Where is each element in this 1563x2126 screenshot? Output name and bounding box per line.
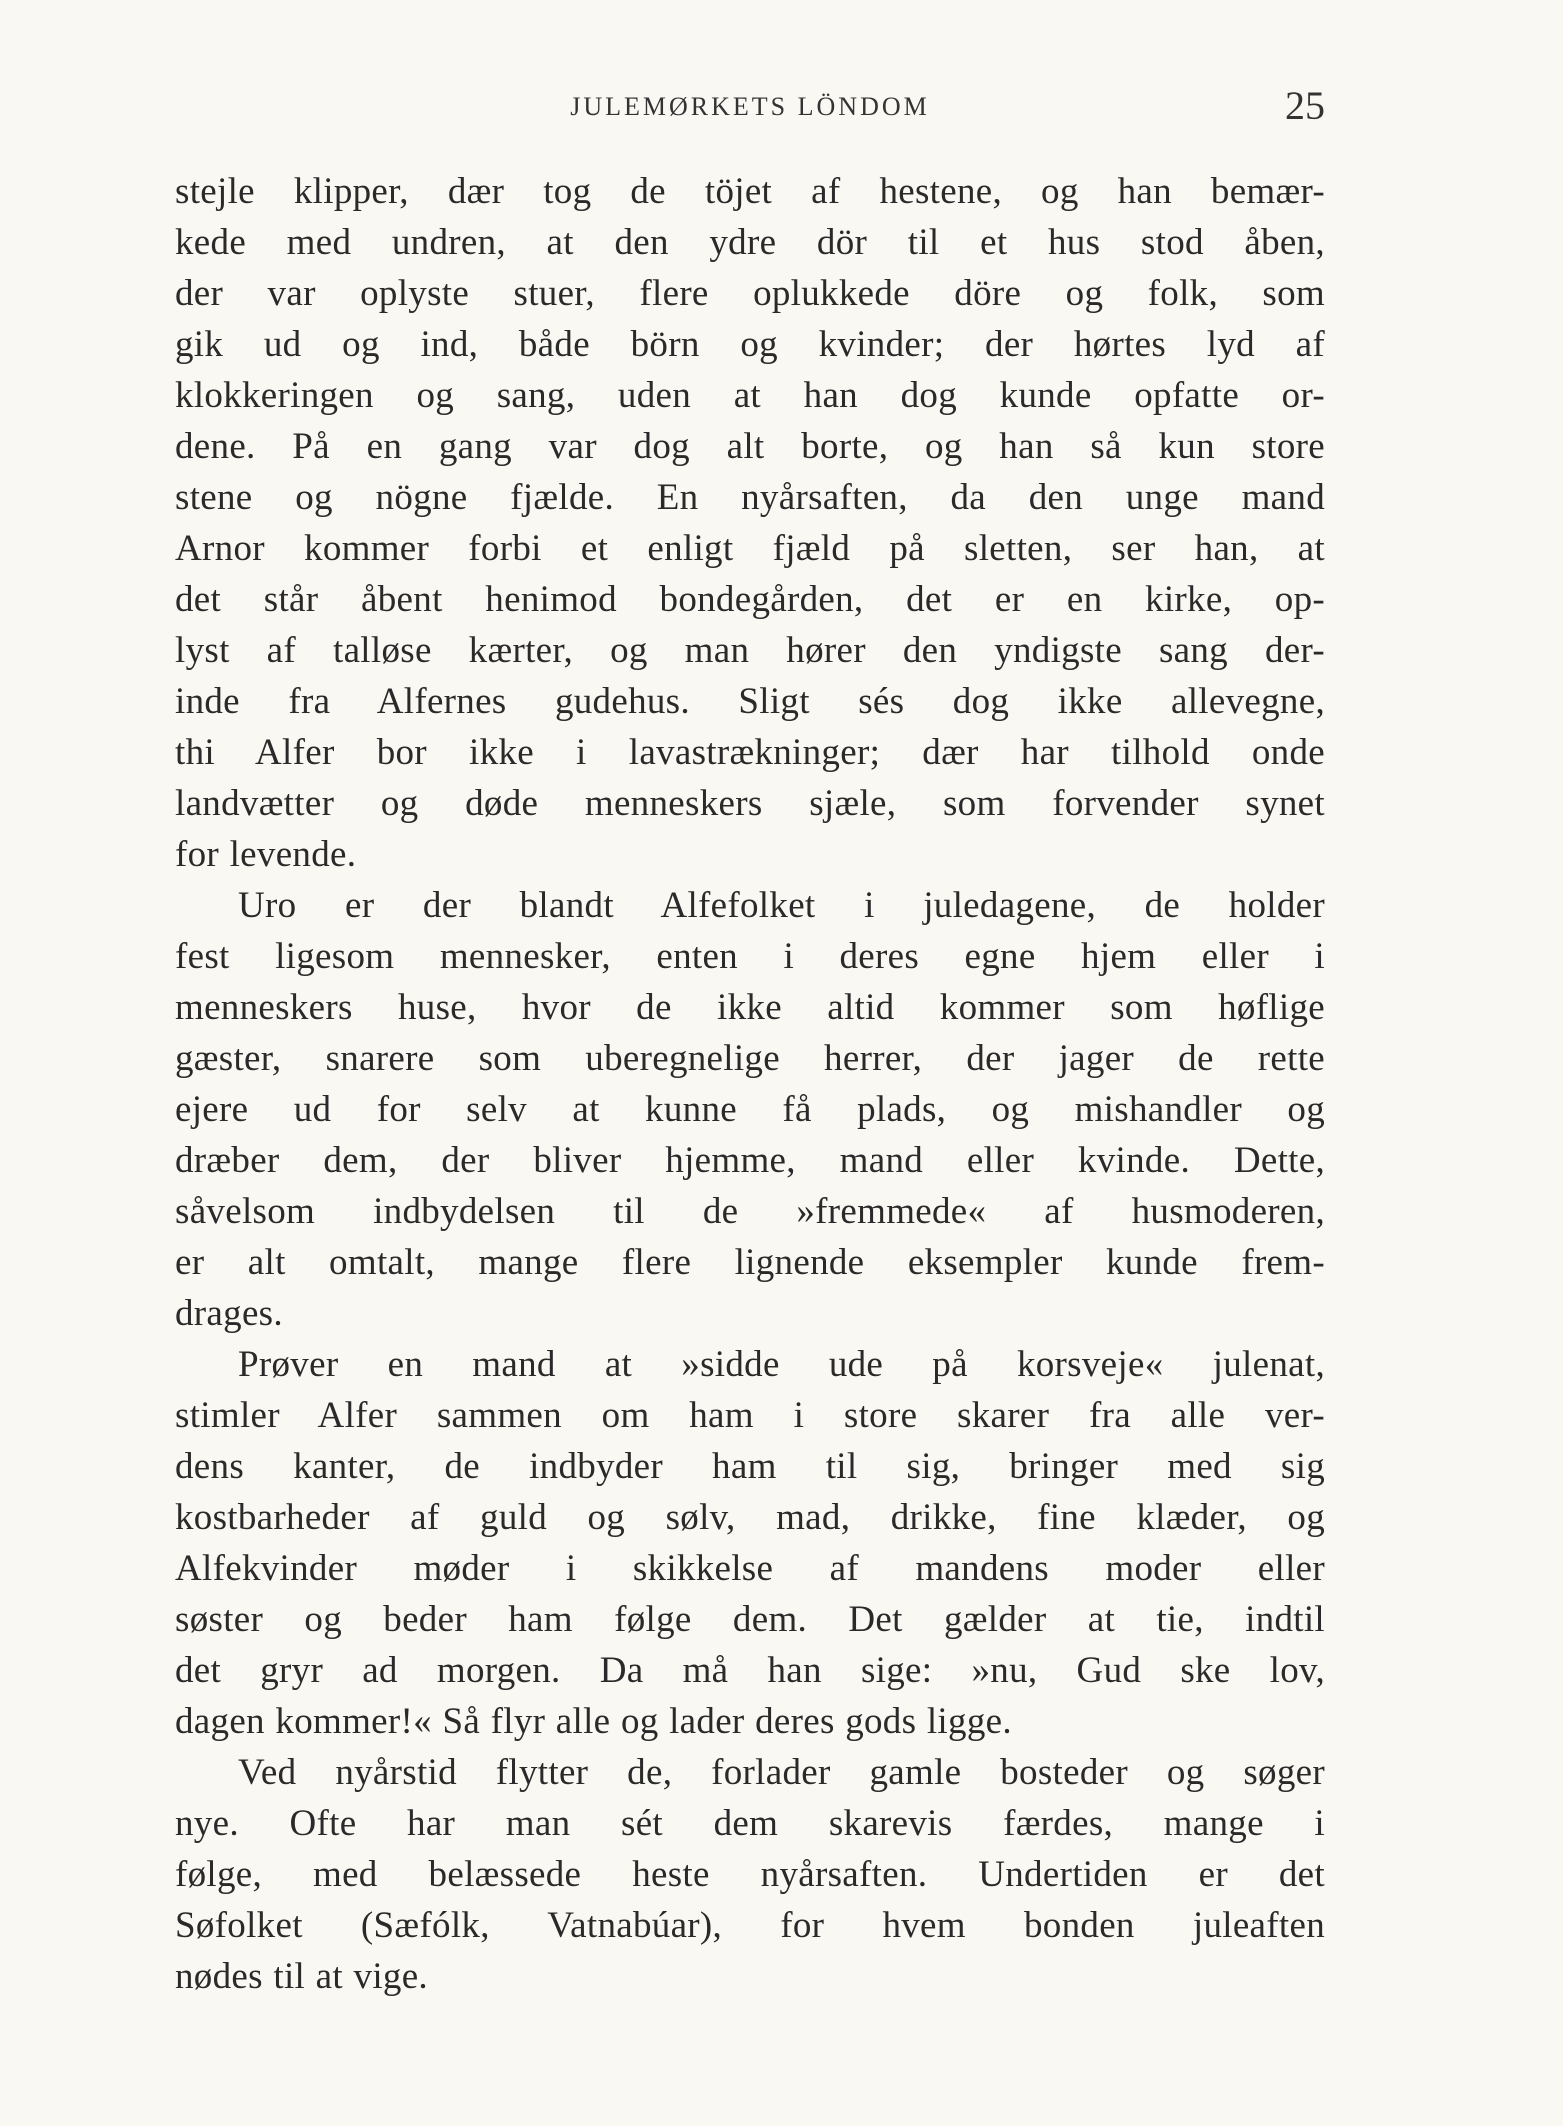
text-line: stimler Alfer sammen om ham i store skarer fra alle ver- [175,1395,1325,1436]
text-line: lyst af talløse kærter, og man hører den yndigste sang der- [175,630,1325,671]
text-line: dene. På en gang var dog alt borte, og han så kun store [175,426,1325,467]
text-line: fest ligesom mennesker, enten i deres egne hjem eller i [175,936,1325,977]
running-title: JULEMØRKETS LÖNDOM [570,92,930,121]
running-head [175,83,1325,128]
text-line: inde fra Alfernes gudehus. Sligt sés dog ikke allevegne, [175,681,1325,722]
text-line: Ved nyårstid flytter de, forlader gamle bosteder og søger [238,1752,1325,1793]
text-line: landvætter og døde menneskers sjæle, som forvender synet [175,783,1325,824]
text-line: det gryr ad morgen. Da må han sige: »nu, Gud ske lov, [175,1650,1325,1691]
text-line: klokkeringen og sang, uden at han dog kunde opfatte or- [175,375,1325,416]
text-line: dræber dem, der bliver hjemme, mand eller kvinde. Dette, [175,1140,1325,1181]
text-line: kostbarheder af guld og sølv, mad, drikke, fine klæder, og [175,1497,1325,1538]
text-line: nødes til at vige. [175,1956,428,1997]
text-line: følge, med belæssede heste nyårsaften. Undertiden er det [175,1854,1325,1895]
text-line: stejle klipper, dær tog de töjet af hestene, og han bemær- [175,171,1325,212]
text-line: såvelsom indbydelsen til de »fremmede« af husmoderen, [175,1191,1325,1232]
text-line: nye. Ofte har man sét dem skarevis færdes, mange i [175,1803,1325,1844]
paragraph [175,1339,1325,1747]
text-line: stene og nögne fjælde. En nyårsaften, da den unge mand [175,477,1325,518]
text-line: der var oplyste stuer, flere oplukkede döre og folk, som [175,273,1325,314]
paragraph [175,1747,1325,2002]
text-line: Uro er der blandt Alfefolket i juledagene, de holder [238,885,1325,926]
text-line: thi Alfer bor ikke i lavastrækninger; dær har tilhold onde [175,732,1325,773]
text-line: for levende. [175,834,357,875]
text-line: kede med undren, at den ydre dör til et hus stod åben, [175,222,1325,263]
body-text [175,166,1325,2002]
paragraph [175,166,1325,880]
paragraph [175,880,1325,1339]
text-line: drages. [175,1293,283,1334]
text-line: dagen kommer!« Så flyr alle og lader deres gods ligge. [175,1701,1012,1742]
text-line: menneskers huse, hvor de ikke altid kommer som høflige [175,987,1325,1028]
text-line: ejere ud for selv at kunne få plads, og mishandler og [175,1089,1325,1130]
text-line: dens kanter, de indbyder ham til sig, bringer med sig [175,1446,1325,1487]
text-line: søster og beder ham følge dem. Det gælder at tie, indtil [175,1599,1325,1640]
text-line: Alfekvinder møder i skikkelse af mandens moder eller [175,1548,1325,1589]
text-line: Prøver en mand at »sidde ude på korsveje« julenat, [238,1344,1325,1385]
text-line: gik ud og ind, både börn og kvinder; der hørtes lyd af [175,324,1325,365]
text-line: er alt omtalt, mange flere lignende eksempler kunde frem- [175,1242,1325,1283]
text-line: gæster, snarere som uberegnelige herrer, der jager de rette [175,1038,1325,1079]
text-line: Arnor kommer forbi et enligt fjæld på sletten, ser han, at [175,528,1325,569]
page-number: 25 [1285,83,1325,128]
text-line: det står åbent henimod bondegården, det er en kirke, op- [175,579,1325,620]
text-line: Søfolket (Sæfólk, Vatnabúar), for hvem bonden juleaften [175,1905,1325,1946]
